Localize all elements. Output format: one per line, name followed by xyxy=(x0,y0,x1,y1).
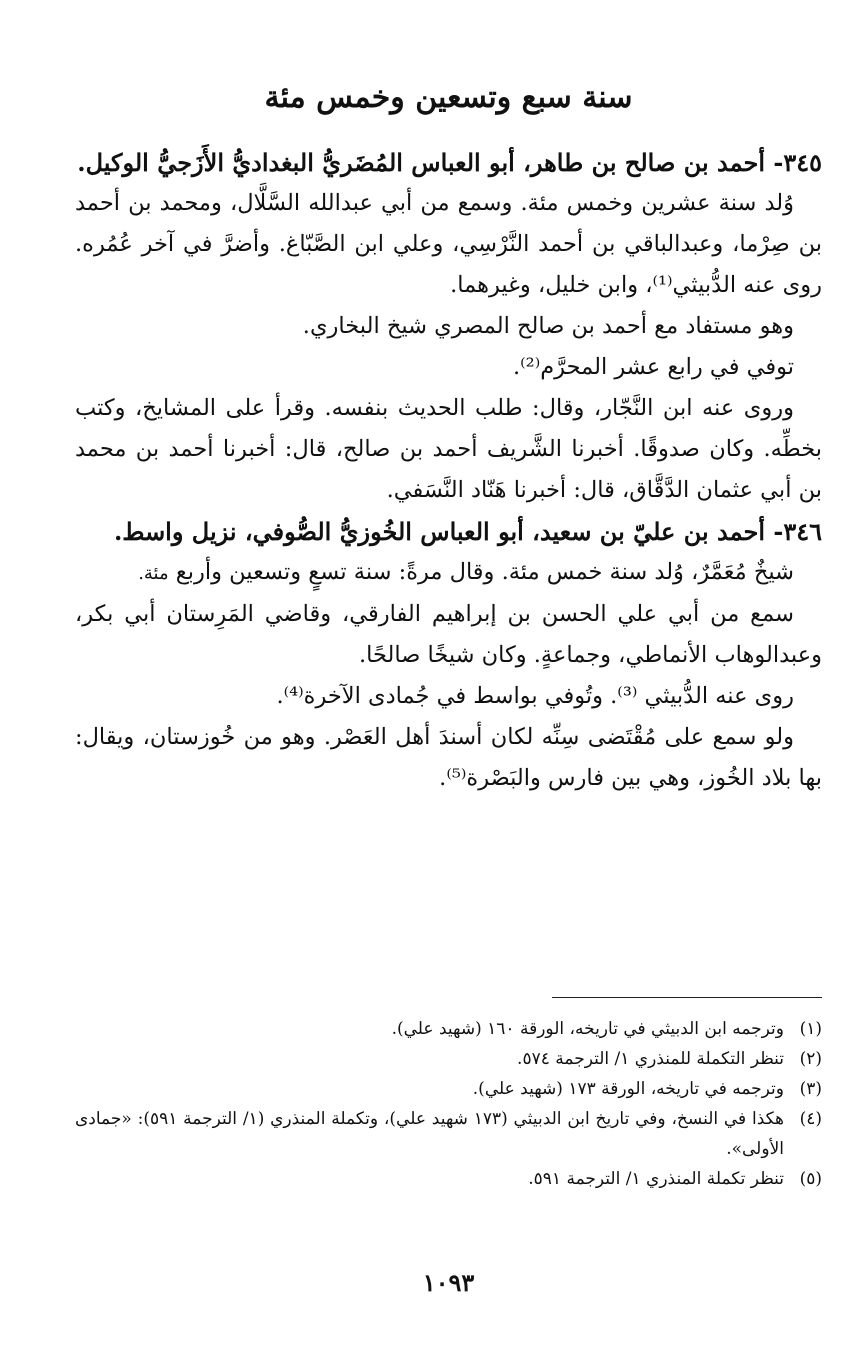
entry-346-paragraph-2: روى عنه الدُّبيثي ⁽³⁾. وتُوفي بواسط في جُمادى الآخرة⁽⁴⁾. xyxy=(276,683,794,709)
footnote xyxy=(75,1044,822,1074)
entry-346-first-line-text: شيخٌ مُعَمَّرٌ، وُلد سنة خمس مئة. وقال مرةً: سنة تسعٍ وتسعين وأربع xyxy=(175,559,794,585)
footnote-text: هكذا في النسخ، وفي تاريخ ابن الدبيثي (١٧٣ شهيد علي)، وتكملة المنذري (١/ الترجمة ٥٩١): «جمادى الأولى». xyxy=(75,1109,784,1159)
entry-345-paragraph-2: وهو مستفاد مع أحمد بن صالح المصري شيخ البخاري. xyxy=(302,313,794,339)
entry-346-first-line xyxy=(75,552,822,594)
footnote-number: (٥) xyxy=(799,1169,822,1189)
entry-345-paragraph-4: وروى عنه ابن النَّجّار، وقال: طلب الحديث بنفسه. وقرأ على المشايخ، وكتب بخطِّه. وكان صدوقًا. أخبرنا الشَّريف أحمد بن صالح، قال: أخبرنا أحمد بن محمد بن أبي عثمان الدَّقَّاق، قال: أخبرنا هَنّاد النَّسَفي. xyxy=(75,395,822,503)
entry-346-paragraph-3: ولو سمع على مُقْتَضى سِنِّه لكان أسندَ أهل العَصْر. وهو من خُوزستان، ويقال: بها بلاد الخُوز، وهي بين فارس والبَصْرة⁽⁵⁾. xyxy=(75,724,822,791)
footnote-number: (٢) xyxy=(799,1049,822,1069)
footnote-divider xyxy=(552,997,822,998)
footnote-text: وترجمه ابن الدبيثي في تاريخه، الورقة ١٦٠ (شهيد علي). xyxy=(391,1019,784,1039)
entry-345-heading: ٣٤٥- أحمد بن صالح بن طاهر، أبو العباس المُضَريُّ البغداديُّ الأَزَجيُّ الوكيل. xyxy=(77,148,822,177)
page-number: ١٠٩٣ xyxy=(422,1268,475,1297)
footnote-number: (٣) xyxy=(799,1079,822,1099)
footnote xyxy=(75,1014,822,1044)
entry-346-first-line-tail: مئة. xyxy=(138,563,169,584)
footnote-text: تنظر تكملة المنذري ١/ الترجمة ٥٩١. xyxy=(528,1169,784,1189)
page-title: سنة سبع وتسعين وخمس مئة xyxy=(264,80,633,115)
main-text xyxy=(75,142,822,799)
footnote-number: (١) xyxy=(799,1019,822,1039)
footnote-text: وترجمه في تاريخه، الورقة ١٧٣ (شهيد علي). xyxy=(472,1079,784,1099)
entry-346-heading: ٣٤٦- أحمد بن عليّ بن سعيد، أبو العباس الخُوزيُّ الصُّوفي، نزيل واسط. xyxy=(113,517,822,546)
footnote xyxy=(75,1074,822,1104)
entry-345-paragraph-1: وُلد سنة عشرين وخمس مئة. وسمع من أبي عبدالله السَّلَّال، ومحمد بن أحمد بن صِرْما، وعبدالباقي بن أحمد النَّرْسِي، وعلي ابن الصَّبّاغ. وأضرَّ في آخر عُمُره. روى عنه الدُّبيثي⁽¹⁾، وابن خليل، وغيرهما. xyxy=(75,190,822,298)
entry-346-paragraph-1: سمع من أبي علي الحسن بن إبراهيم الفارقي، وقاضي المَرِستان أبي بكر، وعبدالوهاب الأنماطي، وجماعةٍ. وكان شيخًا صالحًا. xyxy=(75,601,822,668)
footnote-number: (٤) xyxy=(799,1109,822,1129)
footnote-text: تنظر التكملة للمنذري ١/ الترجمة ٥٧٤. xyxy=(517,1049,784,1069)
footnote xyxy=(75,1104,822,1164)
footnotes xyxy=(75,1014,822,1194)
footnote xyxy=(75,1164,822,1194)
book-page xyxy=(75,0,822,1372)
entry-345-paragraph-3: توفي في رابع عشر المحرَّم⁽²⁾. xyxy=(512,354,794,380)
